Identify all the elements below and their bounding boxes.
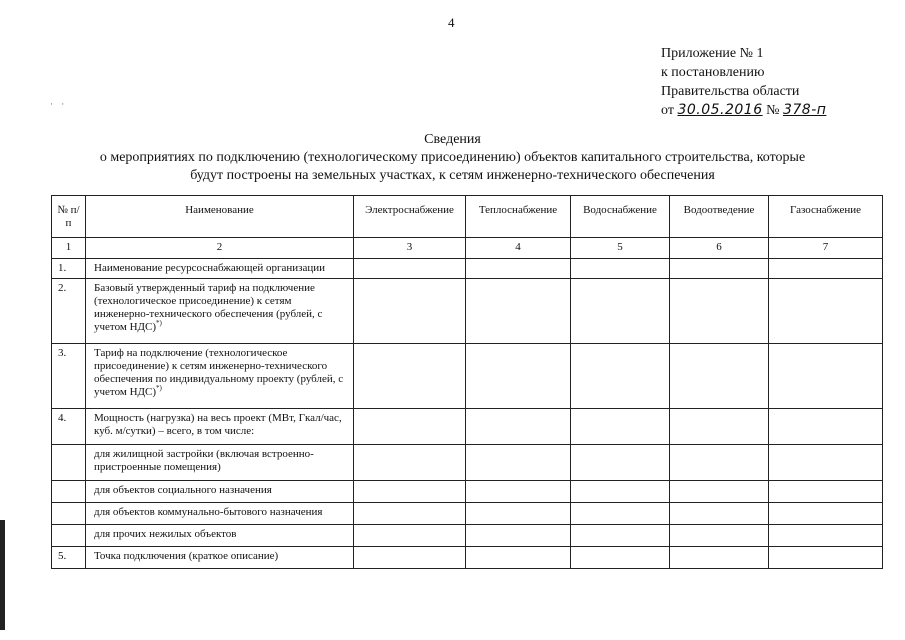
row-name: Базовый утвержденный тариф на подключение (технологическое присоединение) к сетям инженерно-технического обеспечения (рублей, с учетом НДС)*) [86,279,354,344]
row-number: 2. [52,279,86,344]
row-name: Тариф на подключение (технологическое присоединение) к сетям инженерно-технического обеспечения по индивидуальному проекту (рублей, с учетом НДС)*) [86,344,354,409]
row-number: 5. [52,547,86,569]
row-name: Мощность (нагрузка) на весь проект (МВт, Гкал/час, куб. м/сутки) – всего, в том числе: [86,409,354,445]
col-number: 5 [571,238,670,259]
appendix-line-3: Правительства области [661,84,800,99]
header-heat: Теплоснабжение [466,196,571,238]
header-electricity: Электроснабжение [354,196,466,238]
row-number: 3. [52,344,86,409]
col-number: 3 [354,238,466,259]
title-line-1: Сведения [424,132,481,147]
row-number: 4. [52,409,86,445]
table-row [52,445,883,481]
handwritten-number: 378-п [782,102,827,118]
row-number: 1. [52,259,86,279]
handwritten-date: 30.05.2016 [677,102,763,118]
appendix-block [661,44,826,120]
row-number [52,445,86,481]
header-name: Наименование [86,196,354,238]
table-row [52,503,883,525]
header-num: № п/п [52,196,86,238]
row-name: Наименование ресурсоснабжающей организации [86,259,354,279]
appendix-line-1: Приложение № 1 [661,46,764,61]
header-water: Водоснабжение [571,196,670,238]
col-number: 2 [86,238,354,259]
document-title [0,131,905,185]
col-number: 1 [52,238,86,259]
row-number [52,525,86,547]
appendix-line-2: к постановлению [661,65,765,80]
title-line-2: о мероприятиях по подключению (технологическому присоединению) объектов капитального строительства, которые [99,150,806,165]
row-name: для объектов социального назначения [86,481,354,503]
header-gas: Газоснабжение [769,196,883,238]
date-prefix: от [661,103,674,118]
table-row [52,259,883,279]
col-number: 4 [466,238,571,259]
row-name: для жилищной застройки (включая встроенно-пристроенные помещения) [86,445,354,481]
table-row [52,547,883,569]
table-row [52,525,883,547]
title-line-3: будут построены на земельных участках, к сетям инженерно-технического обеспечения [190,168,715,183]
col-number: 7 [769,238,883,259]
appendix-date-line [661,101,826,120]
row-number [52,503,86,525]
header-sewage: Водоотведение [670,196,769,238]
scan-artifact: · · [50,99,68,109]
number-prefix: № [766,103,780,118]
table-row [52,344,883,409]
info-table [51,195,883,569]
column-number-row [52,238,883,259]
header-row [52,196,883,238]
col-number: 6 [670,238,769,259]
row-name: для объектов коммунально-бытового назначения [86,503,354,525]
table-row [52,279,883,344]
page-number: 4 [448,15,455,30]
table-row [52,409,883,445]
table-row [52,481,883,503]
row-name: для прочих нежилых объектов [86,525,354,547]
scan-edge [0,520,5,630]
row-number [52,481,86,503]
row-name: Точка подключения (краткое описание) [86,547,354,569]
